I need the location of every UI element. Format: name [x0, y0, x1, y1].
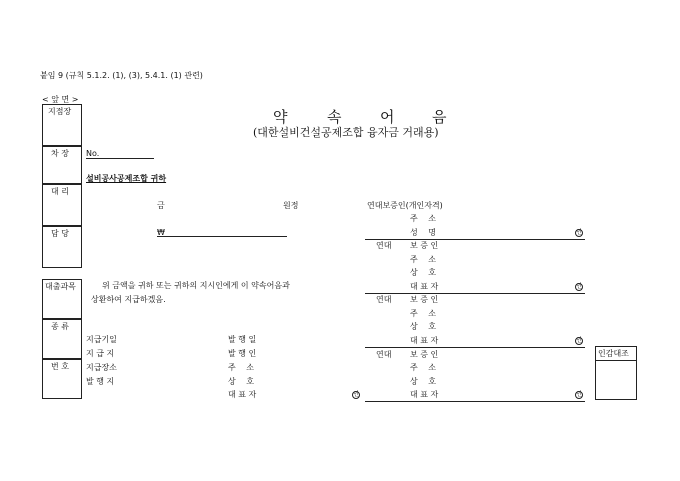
g3-underline — [365, 347, 585, 348]
number-box — [42, 359, 82, 399]
joint-guarantor-header: 연대보증인(개인자격) — [367, 201, 443, 210]
issue-date-label: 발 행 일 — [228, 335, 257, 344]
title-char-4: 음 — [432, 108, 447, 126]
branch-head-label: 지점장 — [48, 107, 72, 116]
number-prefix: No. — [86, 149, 100, 158]
g4-firm-label: 상 호 — [410, 377, 440, 386]
g1-seal-mark: 인 — [576, 229, 582, 236]
issuer-label: 발 행 인 — [228, 349, 257, 358]
staff-label: 담 당 — [51, 229, 69, 238]
seal-check-label: 인감대조 — [598, 349, 629, 358]
addressee: 설비공사공제조합 귀하 — [86, 174, 167, 183]
pay-location-label: 지급장소 — [86, 363, 117, 372]
subtitle: (대한설비건설공제조합 융자금 거래용) — [253, 126, 439, 139]
seal-check-divider — [596, 360, 636, 361]
agent-label: 대 리 — [51, 187, 69, 196]
g2-address-label: 주 소 — [410, 255, 440, 264]
issuer-seal-mark: 인 — [353, 391, 359, 398]
agent-box — [42, 184, 82, 226]
kind-box — [42, 319, 82, 359]
issuer-rep-label: 대 표 자 — [228, 390, 257, 399]
currency-symbol: ₩ — [157, 228, 165, 237]
g2-underline — [365, 293, 585, 294]
title-char-3: 어 — [380, 108, 395, 126]
amount-underline — [157, 236, 287, 237]
g4-guarantor-label: 보 증 인 — [410, 350, 439, 359]
g4-seal-mark: 인 — [576, 391, 582, 398]
promise-line-2: 상환하여 지급하겠음. — [91, 295, 166, 304]
deputy-label: 차 장 — [51, 149, 69, 158]
number-label: 번 호 — [51, 362, 69, 371]
branch-head-box — [42, 104, 82, 146]
loan-subject-box — [42, 279, 82, 319]
title-char-2: 속 — [327, 108, 342, 126]
g1-underline — [365, 239, 585, 240]
staff-box — [42, 226, 82, 268]
g4-underline — [365, 401, 585, 402]
g4-rep-label: 대 표 자 — [410, 390, 439, 399]
g4-joint-label: 연대 — [376, 350, 392, 359]
kind-label: 종 류 — [51, 322, 69, 331]
issue-place-label: 발 행 지 — [86, 377, 115, 386]
principal-label: 원정 — [283, 201, 299, 210]
g3-joint-label: 연대 — [376, 295, 392, 304]
issuer-firm-label: 상 호 — [228, 377, 258, 386]
amount-label: 금 — [157, 201, 165, 210]
promise-line-1: 위 금액을 귀하 또는 귀하의 지시인에게 이 약속어음과 — [102, 281, 290, 290]
g4-address-label: 주 소 — [410, 363, 440, 372]
g3-address-label: 주 소 — [410, 309, 440, 318]
g1-name-label: 성 명 — [410, 228, 440, 237]
title-char-1: 약 — [273, 108, 288, 126]
g2-guarantor-label: 보 증 인 — [410, 241, 439, 250]
g3-seal-mark: 인 — [576, 337, 582, 344]
regulation-note: 붙임 9 (규칙 5.1.2. (1), (3), 5.4.1. (1) 관련) — [40, 71, 203, 80]
g2-seal-mark: 인 — [576, 283, 582, 290]
seal-check-box — [595, 346, 637, 400]
g1-address-label: 주 소 — [410, 214, 440, 223]
g2-rep-label: 대 표 자 — [410, 282, 439, 291]
g3-rep-label: 대 표 자 — [410, 336, 439, 345]
g2-firm-label: 상 호 — [410, 268, 440, 277]
due-date-label: 지급기일 — [86, 335, 117, 344]
g3-guarantor-label: 보 증 인 — [410, 295, 439, 304]
front-side-label: < 앞 면 > — [42, 95, 79, 104]
deputy-box — [42, 146, 82, 184]
issuer-address-label: 주 소 — [228, 363, 258, 372]
number-underline — [86, 158, 154, 159]
g2-joint-label: 연대 — [376, 241, 392, 250]
g3-firm-label: 상 호 — [410, 322, 440, 331]
pay-area-label: 지 급 지 — [86, 349, 115, 358]
loan-subject-label: 대출과목 — [45, 282, 76, 291]
